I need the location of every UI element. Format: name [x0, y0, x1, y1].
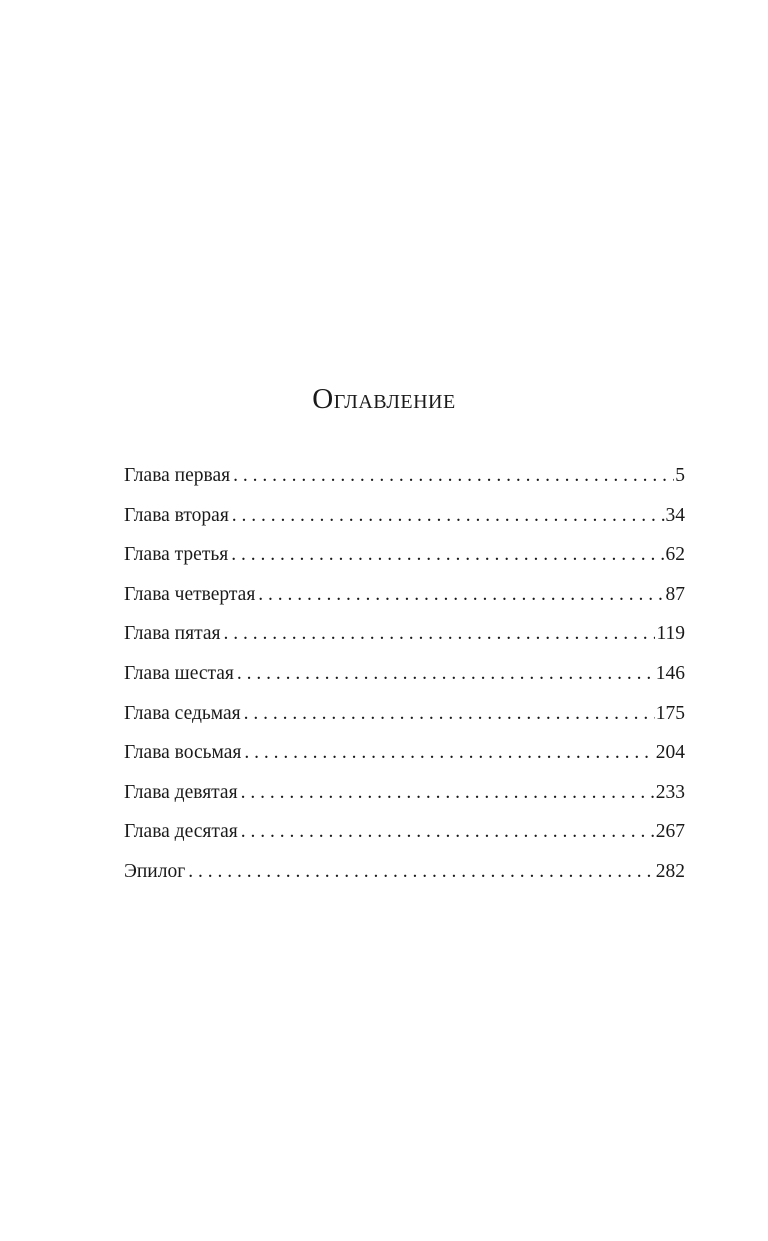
toc-entry-page: 282 [655, 860, 685, 882]
toc-entry[interactable] [124, 496, 685, 536]
dot-leader [188, 852, 655, 892]
toc-entry-label: Глава восьмая [124, 742, 242, 764]
toc-entry-label: Глава десятая [124, 821, 238, 843]
toc-entry[interactable] [124, 733, 685, 773]
toc-entry-page: 87 [665, 583, 685, 605]
dot-leader [244, 733, 654, 773]
toc-entry-page: 62 [665, 544, 685, 566]
dot-leader [223, 614, 655, 654]
toc-entry-page: 5 [675, 465, 685, 486]
dot-leader [241, 812, 655, 852]
toc-entry-page: 34 [665, 504, 685, 526]
dot-leader [231, 535, 664, 575]
toc-entry[interactable] [124, 694, 685, 734]
toc-entry[interactable] [124, 773, 685, 813]
toc-entry-page: 119 [656, 623, 685, 645]
toc-entry-label: Глава третья [124, 544, 229, 566]
toc-entry-page: 267 [655, 821, 685, 843]
toc-entry-page: 175 [655, 702, 685, 724]
dot-leader [237, 654, 655, 694]
dot-leader [244, 694, 655, 734]
toc-entry-label: Глава четвертая [124, 583, 256, 605]
toc-entry[interactable] [124, 654, 685, 694]
toc-entry[interactable] [124, 812, 685, 852]
toc-entry[interactable] [124, 575, 685, 615]
dot-leader [232, 496, 665, 536]
toc-entry[interactable] [124, 852, 685, 892]
toc-entry-page: 204 [655, 742, 685, 764]
toc-entry-label: Глава пятая [124, 623, 221, 645]
toc-entry-label: Глава девятая [124, 781, 238, 803]
toc-entry-label: Глава шестая [124, 662, 234, 684]
toc-entry-label: Эпилог [124, 860, 186, 882]
toc-entry[interactable] [124, 535, 685, 575]
toc-entry-label: Глава вторая [124, 504, 229, 526]
toc-entry-page: 233 [655, 781, 685, 803]
dot-leader [258, 575, 664, 615]
table-of-contents [124, 456, 685, 892]
toc-entry-page: 146 [655, 662, 685, 684]
toc-entry[interactable] [124, 614, 685, 654]
dot-leader [241, 773, 655, 813]
toc-title: Оглавление [312, 383, 456, 415]
toc-entry-label: Глава седьмая [124, 702, 241, 724]
toc-entry[interactable] [124, 456, 685, 496]
toc-entry-label: Глава первая [124, 465, 231, 486]
dot-leader [233, 456, 674, 496]
